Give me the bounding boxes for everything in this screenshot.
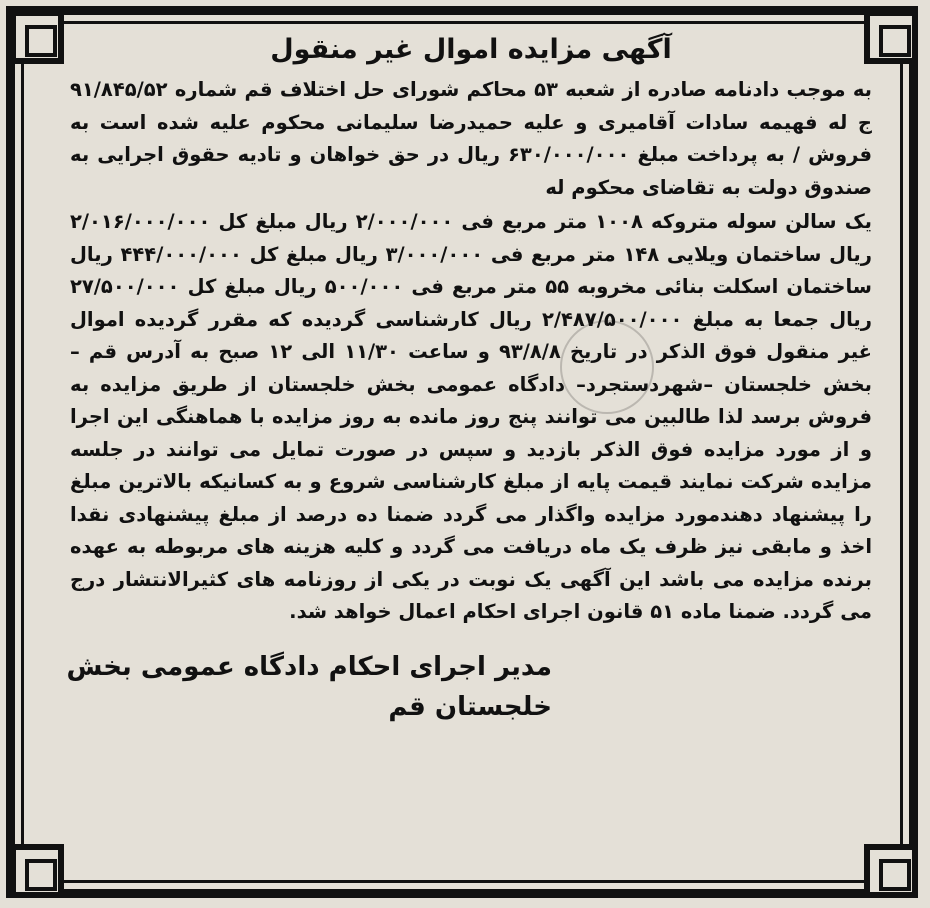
notice-paragraph-property: یک سالن سوله متروکه ۱۰۰۸ متر مربع فی ۲/۰۰۰/۰۰۰ ریال مبلغ کل ۲/۰۱۶/۰۰۰/۰۰۰ ریال ساختمان ویلایی ۱۴۸ متر مربع فی ۳/۰۰۰/۰۰۰ ریال مبلغ کل ۴۴۴/۰۰۰/۰۰۰ ریال ساختمان اسکلت بنائی مخروبه ۵۵ متر مربع فی ۵۰۰/۰۰۰ ریال مبلغ کل ۲۷/۵۰۰/۰۰۰ ریال جمعا به مبلغ ۲/۴۸۷/۵۰۰/۰۰۰ ریال کارشناسی گردیده که مقرر گردیده اموال غیر منقول فوق الذکر در تاریخ ۹۳/۸/۸ و ساعت ۱۱/۳۰ الی ۱۲ صبح به آدرس قم – بخش خلجستان –شهردستجرد– دادگاه عمومی بخش خلجستان از طریق مزایده به فروش برسد لذا طالبین می توانند پنج روز مانده به روز مزایده با هماهنگی این اجرا و از مورد مزایده فوق الذکر بازدید و سپس در صورت تمایل می توانند در جلسه مزایده شرکت نمایند قیمت پایه از مبلغ کارشناسی شروع و به کسانیکه بالاترین مبلغ را پیشنهاد دهندمورد مزایده واگذار می گردد ضمنا ده درصد از مبلغ پیشنهادی نقدا اخذ و مابقی نیز ظرف یک ماه دریافت می گردد و کلیه هزینه های مربوطه به عهده برنده مزایده می باشد این آگهی یک نوبت در یکی از روزنامه های کثیرالانتشار درج می گردد. ضمنا ماده ۵۱ قانون اجرای احکام اعمال خواهد شد. (70, 210, 872, 623)
notice-title: آگهی مزایده اموال غیر منقول (270, 34, 672, 65)
corner-ornament-top-left (10, 10, 64, 64)
corner-ornament-bottom-right (864, 844, 918, 898)
notice-body (66, 32, 873, 727)
corner-ornament-top-right (864, 10, 918, 64)
notice-paragraph-ruling: به موجب دادنامه صادره از شعبه ۵۳ محاکم شورای حل اختلاف قم شماره ۹۱/۸۴۵/۵۲ ج له فهیمه سادات آقامیری و علیه حمیدرضا سلیمانی محکوم علیه شده است به فروش / به پرداخت مبلغ ۶۳۰/۰۰۰/۰۰۰ ریال در حق خواهان و تادیه حقوق اجرایی به صندوق دولت به تقاضای محکوم له (70, 78, 873, 199)
signature-title: مدیر اجرای احکام دادگاه عمومی بخش (66, 651, 552, 682)
signature-block (52, 647, 552, 727)
corner-ornament-bottom-left (10, 844, 64, 898)
signature-location: خلجستان قم (388, 691, 552, 722)
